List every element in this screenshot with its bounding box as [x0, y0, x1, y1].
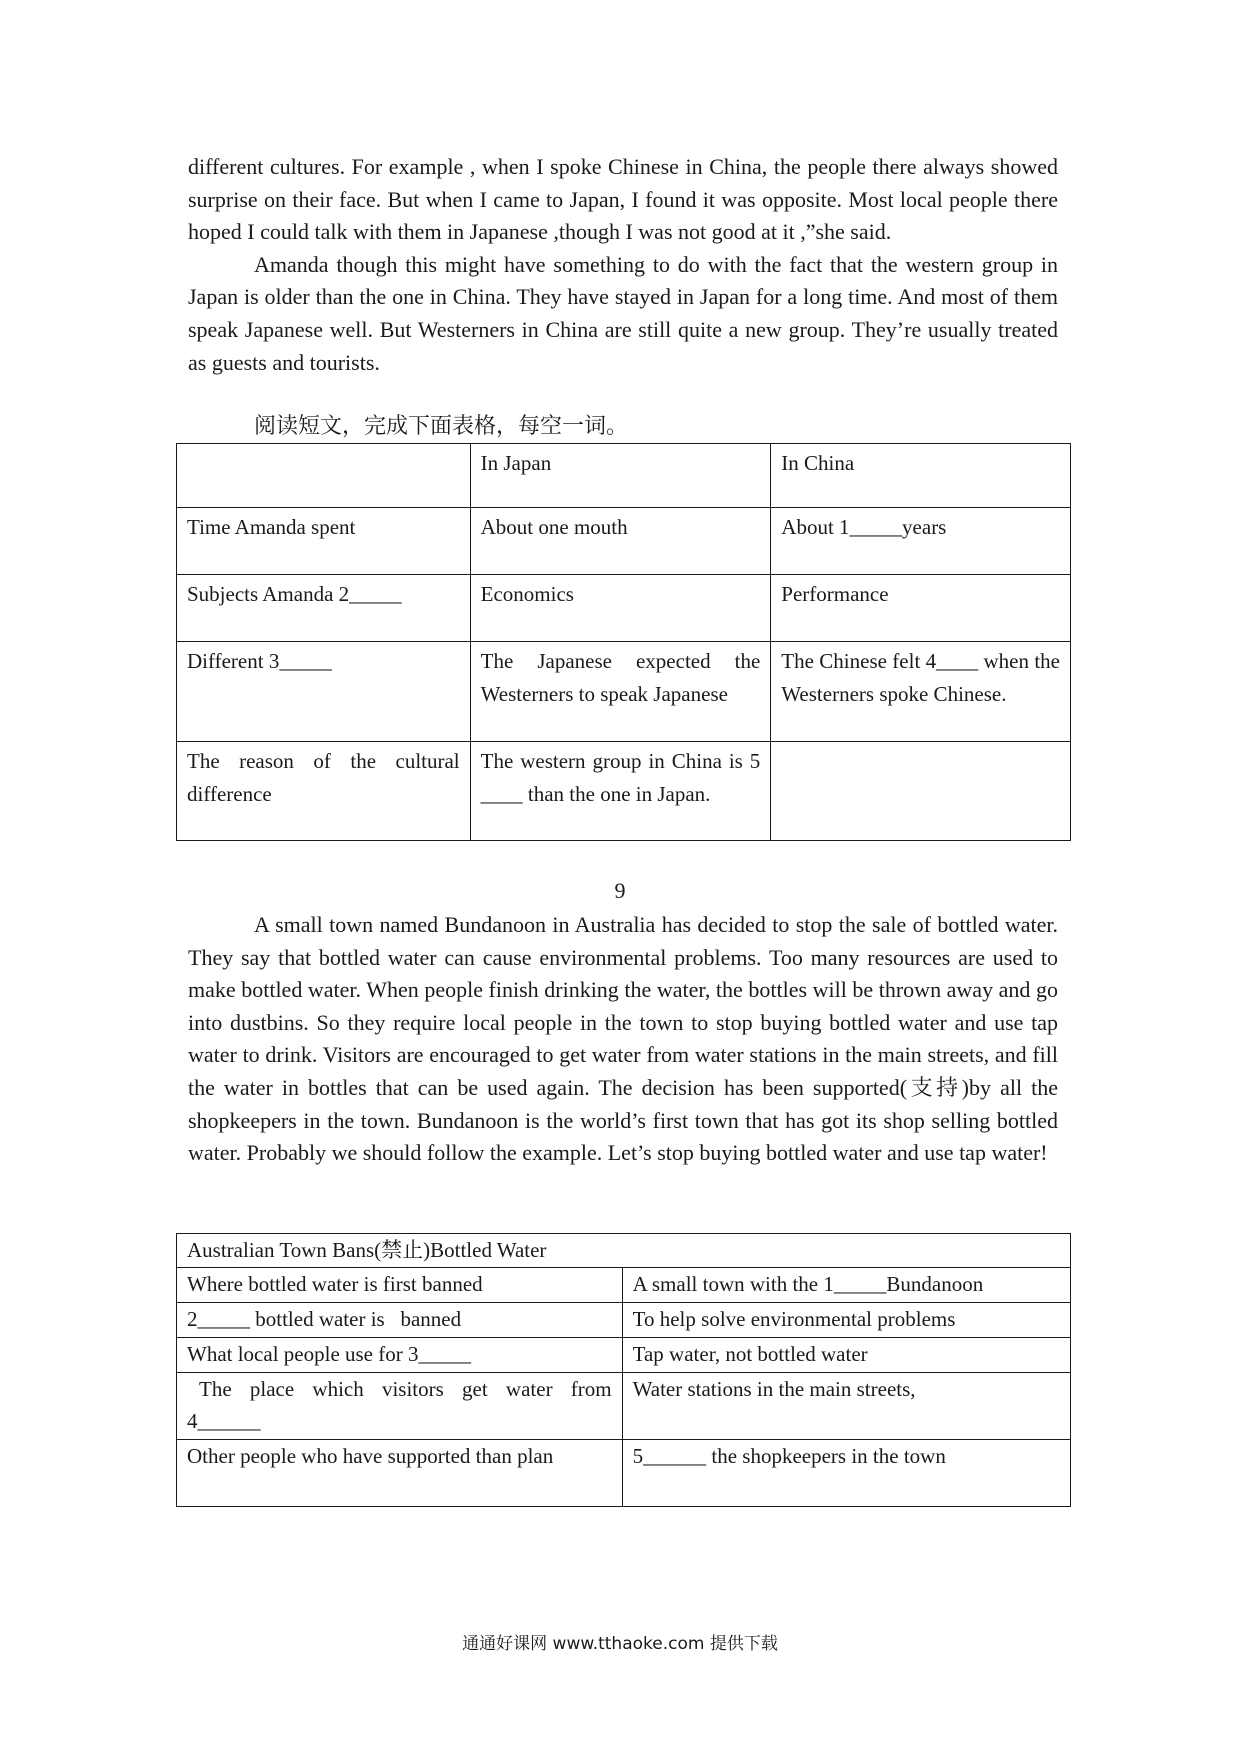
table-cell: Performance: [771, 575, 1071, 642]
table-cell: Subjects Amanda 2_____: [177, 575, 471, 642]
table-cell: Time Amanda spent: [177, 508, 471, 575]
table-cell: Economics: [470, 575, 771, 642]
passage-1-text: [188, 151, 1058, 379]
table-row: [177, 642, 1071, 742]
table-cell: What local people use for 3_____: [177, 1338, 623, 1373]
table-cell: About one mouth: [470, 508, 771, 575]
table-row: [177, 444, 1071, 508]
table-cell: The reason of the cultural difference: [177, 742, 471, 841]
table-cell: Different 3_____: [177, 642, 471, 742]
table-cell: A small town with the 1_____Bundanoon: [622, 1268, 1070, 1303]
passage-2-text: [188, 909, 1058, 1170]
page-footer: 通通好课网 www.tthaoke.com 提供下载: [462, 1634, 778, 1654]
exercise-instruction: 阅读短文，完成下面表格，每空一词。: [254, 413, 629, 438]
table-cell: To help solve environmental problems: [622, 1303, 1070, 1338]
table-row: [177, 1268, 1071, 1303]
table-cell: 5______ the shopkeepers in the town: [622, 1440, 1070, 1507]
table-cell: Water stations in the main streets,: [622, 1373, 1070, 1440]
table-cell: In China: [771, 444, 1071, 508]
table-row: [177, 1440, 1071, 1507]
table-cell: Other people who have supported than plan: [177, 1440, 623, 1507]
table-row: [177, 1303, 1071, 1338]
table-cell: [771, 742, 1071, 841]
table-cell: 2_____ bottled water is banned: [177, 1303, 623, 1338]
table-row: [177, 742, 1071, 841]
table-cell: The Japanese expected the Westerners to speak Japanese: [470, 642, 771, 742]
table-header-row: [177, 1234, 1071, 1268]
passage-number: 9: [614, 878, 626, 903]
table-cell: Where bottled water is first banned: [177, 1268, 623, 1303]
table-cell: Tap water, not bottled water: [622, 1338, 1070, 1373]
table-row: [177, 575, 1071, 642]
table-row: [177, 1338, 1071, 1373]
table-cell: The western group in China is 5 ____ than the one in Japan.: [470, 742, 771, 841]
table-cell: The Chinese felt 4____ when the Westerners spoke Chinese.: [771, 642, 1071, 742]
table-header-cell: Australian Town Bans(禁止)Bottled Water: [177, 1234, 1071, 1268]
passage-2-paragraph: A small town named Bundanoon in Australia has decided to stop the sale of bottled water. They say that bottled water can cause environmental problems. Too many resources are used to make bottled water. When people finish drinking the water, the bottles will be thrown away and go into dustbins. So they require local people in the town to stop buying bottled water and use tap water to drink. Visitors are encouraged to get water from water stations in the main streets, and fill the water in bottles that can be used again. The decision has been supported(支持)by all the shopkeepers in the town. Bundanoon is the world’s first town that has got its shop selling bottled water. Probably we should follow the example. Let’s stop buying bottled water and use tap water!: [188, 912, 1058, 1166]
table-cell: In Japan: [470, 444, 771, 508]
passage-1-paragraph: Amanda though this might have something to do with the fact that the western group in Japan is older than the one in China. They have stayed in Japan for a long time. And most of them speak Japanese well. But Westerners in China are still quite a new group. They’re usually treated as guests and tourists.: [188, 251, 1058, 375]
passage-1-paragraph: different cultures. For example , when I spoke Chinese in China, the people there always showed surprise on their face. But when I came to Japan, I found it was opposite. Most local people there hoped I could talk with them in Japanese ,though I was not good at it ,”she said.: [188, 154, 1058, 245]
table-cell: [177, 444, 471, 508]
table-cell: About 1_____years: [771, 508, 1071, 575]
bottled-water-table: [176, 1233, 1071, 1507]
table-row: [177, 1373, 1071, 1440]
table-row: [177, 508, 1071, 575]
comparison-table: [176, 443, 1071, 841]
table-cell: The place which visitors get water from 4______: [177, 1373, 623, 1440]
